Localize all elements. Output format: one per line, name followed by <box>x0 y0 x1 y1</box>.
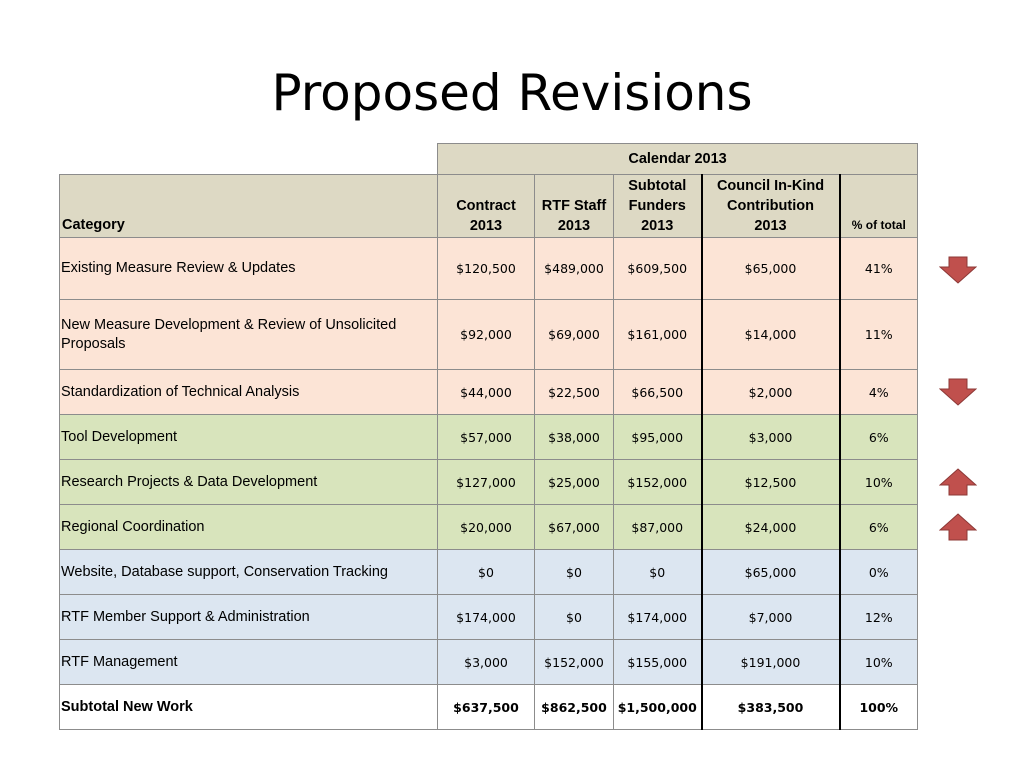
rtf-staff-cell: $0 <box>535 595 614 640</box>
council-cell: $191,000 <box>702 640 840 685</box>
rtf-staff-cell: $489,000 <box>535 238 614 300</box>
contract-cell: $57,000 <box>438 415 535 460</box>
council-cell: $24,000 <box>702 505 840 550</box>
contract-cell: $0 <box>438 550 535 595</box>
council-cell: $65,000 <box>702 238 840 300</box>
budget-table <box>59 143 918 730</box>
pct-header: % of total <box>840 175 918 238</box>
pct-cell: 6% <box>840 505 918 550</box>
council-cell: $3,000 <box>702 415 840 460</box>
council-header: Council In-Kind Contribution 2013 <box>702 175 840 238</box>
pct-cell: 41% <box>840 238 918 300</box>
column-header-row <box>60 175 918 238</box>
category-cell: Standardization of Technical Analysis <box>60 370 438 415</box>
category-cell: Subtotal New Work <box>60 685 438 730</box>
contract-cell: $120,500 <box>438 238 535 300</box>
category-cell: RTF Member Support & Administration <box>60 595 438 640</box>
header-blank-cell <box>60 144 438 175</box>
subtotal-cell: $161,000 <box>614 300 702 370</box>
subtotal-cell: $0 <box>614 550 702 595</box>
category-cell: Tool Development <box>60 415 438 460</box>
pct-cell: 4% <box>840 370 918 415</box>
subtotal-cell: $152,000 <box>614 460 702 505</box>
table-row <box>60 460 918 505</box>
contract-cell: $3,000 <box>438 640 535 685</box>
table-row <box>60 300 918 370</box>
rtf-staff-cell: $862,500 <box>535 685 614 730</box>
contract-cell: $637,500 <box>438 685 535 730</box>
council-cell: $65,000 <box>702 550 840 595</box>
pct-cell: 12% <box>840 595 918 640</box>
category-cell: Existing Measure Review & Updates <box>60 238 438 300</box>
pct-cell: 0% <box>840 550 918 595</box>
table-row <box>60 595 918 640</box>
data-rows <box>60 238 918 730</box>
up-arrow-icon <box>939 468 977 496</box>
subtotal-cell: $1,500,000 <box>614 685 702 730</box>
category-cell: Research Projects & Data Development <box>60 460 438 505</box>
table-row <box>60 370 918 415</box>
contract-cell: $92,000 <box>438 300 535 370</box>
calendar-2013-header: Calendar 2013 <box>438 144 918 175</box>
council-cell: $7,000 <box>702 595 840 640</box>
contract-header: Contract 2013 <box>438 175 535 238</box>
down-arrow-icon <box>939 256 977 284</box>
subtotal-cell: $174,000 <box>614 595 702 640</box>
council-cell: $2,000 <box>702 370 840 415</box>
rtf-staff-cell: $0 <box>535 550 614 595</box>
pct-cell: 100% <box>840 685 918 730</box>
rtf-staff-cell: $22,500 <box>535 370 614 415</box>
rtf-staff-cell: $38,000 <box>535 415 614 460</box>
category-cell: New Measure Development & Review of Unsolicited Proposals <box>60 300 438 370</box>
rtf-staff-header: RTF Staff 2013 <box>535 175 614 238</box>
group-header-row <box>60 144 918 175</box>
contract-cell: $44,000 <box>438 370 535 415</box>
subtotal-cell: $87,000 <box>614 505 702 550</box>
council-cell: $383,500 <box>702 685 840 730</box>
slide-title: Proposed Revisions <box>271 64 753 122</box>
total-row <box>60 685 918 730</box>
pct-cell: 11% <box>840 300 918 370</box>
contract-cell: $127,000 <box>438 460 535 505</box>
category-header: Category <box>60 175 438 238</box>
table-row <box>60 415 918 460</box>
rtf-staff-cell: $69,000 <box>535 300 614 370</box>
table-row <box>60 238 918 300</box>
subtotal-header: Subtotal Funders 2013 <box>614 175 702 238</box>
table-row <box>60 505 918 550</box>
council-cell: $12,500 <box>702 460 840 505</box>
rtf-staff-cell: $25,000 <box>535 460 614 505</box>
pct-cell: 10% <box>840 460 918 505</box>
table-row <box>60 640 918 685</box>
category-cell: Regional Coordination <box>60 505 438 550</box>
subtotal-cell: $609,500 <box>614 238 702 300</box>
rtf-staff-cell: $67,000 <box>535 505 614 550</box>
table-row <box>60 550 918 595</box>
down-arrow-icon <box>939 378 977 406</box>
pct-cell: 10% <box>840 640 918 685</box>
subtotal-cell: $95,000 <box>614 415 702 460</box>
contract-cell: $174,000 <box>438 595 535 640</box>
rtf-staff-cell: $152,000 <box>535 640 614 685</box>
pct-cell: 6% <box>840 415 918 460</box>
contract-cell: $20,000 <box>438 505 535 550</box>
category-cell: Website, Database support, Conservation Tracking <box>60 550 438 595</box>
category-cell: RTF Management <box>60 640 438 685</box>
subtotal-cell: $155,000 <box>614 640 702 685</box>
subtotal-cell: $66,500 <box>614 370 702 415</box>
up-arrow-icon <box>939 513 977 541</box>
council-cell: $14,000 <box>702 300 840 370</box>
